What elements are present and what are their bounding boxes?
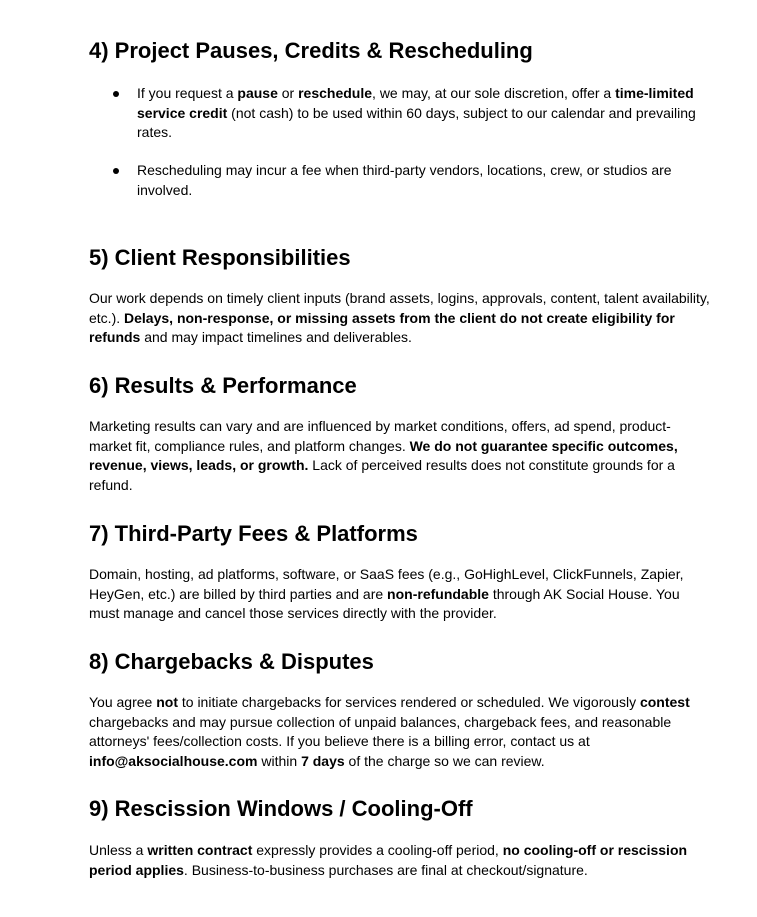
bullet-dot-icon	[113, 91, 119, 97]
list-item	[89, 161, 719, 200]
bullet-text: Rescheduling may incur a fee when third-party vendors, locations, crew, or studios are involved.	[137, 162, 672, 198]
section-heading-6: 6) Results & Performance	[89, 373, 357, 398]
section-heading-5: 5) Client Responsibilities	[89, 245, 351, 270]
section-paragraph-8: You agree not to initiate chargebacks for services rendered or scheduled. We vigorously contest chargebacks and may pursue collection of unpaid balances, chargeback fees, and reasonable attorneys' fees/collection costs. If you believe there is a billing error, contact us at info@aksocialhouse.com within 7 days of the charge so we can review.	[89, 694, 690, 769]
section-heading-9: 9) Rescission Windows / Cooling-Off	[89, 796, 473, 821]
section-heading-8: 8) Chargebacks & Disputes	[89, 649, 374, 674]
bullet-text: If you request a pause or reschedule, we may, at our sole discretion, offer a time-limited service credit (not cash) to be used within 60 days, subject to our calendar and prevailing rates.	[137, 85, 696, 141]
section-heading-4: 4) Project Pauses, Credits & Rescheduling	[89, 38, 533, 63]
section-paragraph-5: Our work depends on timely client inputs (brand assets, logins, approvals, content, talent availability, etc.). Delays, non-response, or missing assets from the client do not create eligibility for refunds and may impact timelines and deliverables.	[89, 290, 710, 346]
bullet-dot-icon	[113, 168, 119, 174]
section-paragraph-6: Marketing results can vary and are influenced by market conditions, offers, ad spend, product-market fit, compliance rules, and platform changes. We do not guarantee specific outcomes, revenue, views, leads, or growth. Lack of perceived results does not constitute grounds for a refund.	[89, 418, 678, 493]
section-heading-7: 7) Third-Party Fees & Platforms	[89, 521, 418, 546]
list-item	[89, 84, 719, 143]
section-paragraph-9: Unless a written contract expressly provides a cooling-off period, no cooling-off or rescission period applies. Business-to-business purchases are final at checkout/signature.	[89, 842, 688, 878]
section-paragraph-7: Domain, hosting, ad platforms, software, or SaaS fees (e.g., GoHighLevel, ClickFunnels, Zapier, HeyGen, etc.) are billed by third parties and are non-refundable through AK Social House. You must manage and cancel those services directly with the provider.	[89, 566, 684, 622]
